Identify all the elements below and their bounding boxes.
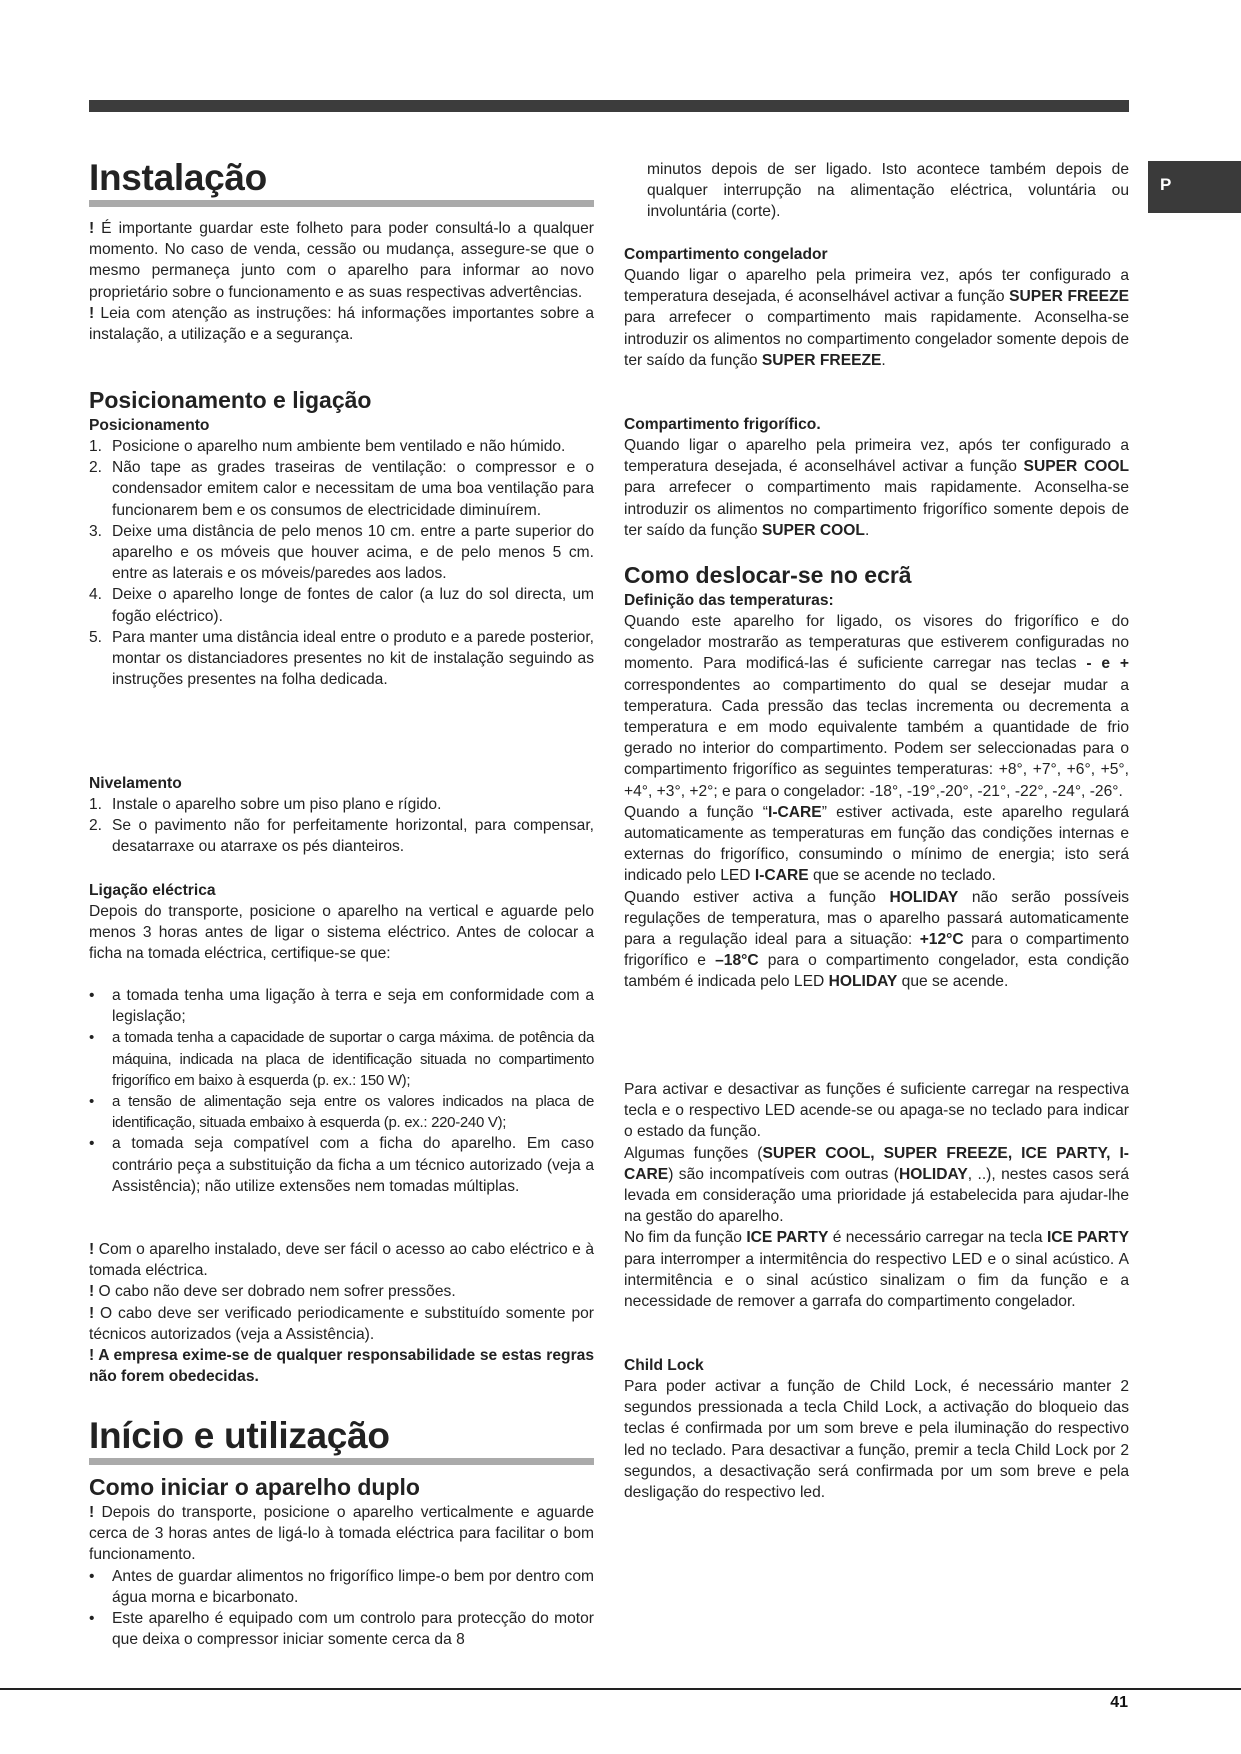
list-item: 2. Não tape as grades traseiras de ventilação: o compressor e o condensador emitem calor e necessitam de uma boa ventilação para funcionarem bem e os consumos de electricidade diminuírem.: [89, 459, 594, 519]
electrical-checklist: [89, 985, 594, 1197]
screen-paragraph: Algumas funções (SUPER COOL, SUPER FREEZE, ICE PARTY, I-CARE) são incompatíveis com outras (HOLIDAY, ..), nestes casos será levada em consideração uma prioridade já estabelecida para ajudar-lhe na gestão do aparelho.: [624, 1144, 1129, 1226]
section-heading: Posicionamento e ligação: [89, 387, 372, 413]
list-item: 1. Posicione o aparelho num ambiente bem ventilado e não húmido.: [89, 438, 566, 455]
installation-intro: [89, 218, 594, 345]
positioning-list: [89, 436, 594, 690]
electrical-section: [89, 880, 594, 965]
installation-title: Instalação: [89, 157, 267, 198]
subheading: Compartimento congelador: [624, 246, 828, 263]
cable-warnings: [89, 1239, 594, 1387]
list-item: • a tensão de alimentação seja entre os valores indicados na placa de identificação, situada embaixo à esquerda (p. ex.: 220-240 V);: [89, 1093, 594, 1132]
warning-paragraph: ! Com o aparelho instalado, deve ser fácil o acesso ao cabo eléctrico e à tomada eléctrica.: [89, 1241, 594, 1280]
subheading: Posicionamento: [89, 417, 210, 434]
footer-rule: [0, 1688, 1241, 1690]
intro-paragraph: ! É importante guardar este folheto para poder consultá-lo a qualquer momento. No caso de venda, cessão ou mudança, assegure-se que o mesmo permaneça junto com o aparelho para informar ao novo proprietário sobre o funcionamento e as suas respectivas advertências.: [89, 220, 594, 301]
intro-paragraph: ! Leia com atenção as instruções: há informações importantes sobre a instalação, a utilização e a segurança.: [89, 304, 594, 344]
start-section: [89, 1414, 594, 1465]
freezer-section: [624, 244, 1129, 371]
bullet-continuation: minutos depois de ser ligado. Isto acontece também depois de qualquer interrupção na alimentação eléctrica, voluntária ou involuntária (corte).: [647, 161, 1129, 221]
list-item: 2. Se o pavimento não for perfeitamente horizontal, para compensar, desatarraxe ou atarraxe os pés dianteiros.: [89, 817, 594, 856]
list-item: • Antes de guardar alimentos no frigorífico limpe-o bem por dentro com água morna e bicarbonato.: [89, 1567, 594, 1606]
subheading: Compartimento frigorífico.: [624, 416, 821, 433]
disclaimer: ! A empresa exime-se de qualquer responsabilidade se estas regras não forem obedecidas.: [89, 1347, 594, 1386]
subheading: Child Lock: [624, 1357, 704, 1374]
installation-section: [89, 156, 594, 207]
section-heading: Como iniciar o aparelho duplo: [89, 1474, 420, 1500]
list-item: • a tomada tenha a capacidade de suportar o carga máxima. de potência da máquina, indicada na placa de identificação situada no compartimento frigorífico em baixo à esquerda (p. ex.: 150 W);: [89, 1029, 594, 1089]
screen-paragraph: Quando estiver activa a função HOLIDAY não serão possíveis regulações de temperatura, mas o aparelho passará automaticamente para a regulação ideal para a situação: +12°C para o compartimento frigorífico e –18°C para o compartimento congelador, esta condição também é indicada pelo LED HOLIDAY que se acende.: [624, 888, 1130, 991]
screen-paragraph: Quando este aparelho for ligado, os visores do frigorífico e do congelador mostrarão as temperaturas que estiverem configuradas no momento. Para modificá-las é suficiente carregar nas teclas - e + correspondentes ao compartimento do qual se desejar mudar a temperatura. Cada pressão das teclas incrementa ou decrementa a temperatura e em modo equivalente também a quantidade de frio gerado no interior do compartimento. Podem ser seleccionadas para o compartimento frigorífico as seguintes temperaturas: +8°, +7°, +6°, +5°, +4°, +3°, +2°; e para o congelador: -18°, -19°,-20°, -21°, -22°, -24°, -26°.: [624, 613, 1129, 800]
header-rule: [89, 100, 1129, 112]
list-item: • Este aparelho é equipado com um controlo para protecção do motor que deixa o compressor iniciar somente cerca da 8: [89, 1610, 594, 1649]
start-duplo: [89, 1472, 594, 1650]
start-intro: ! Depois do transporte, posicione o aparelho verticalmente e aguarde cerca de 3 horas antes de ligá-lo à tomada eléctrica para facilitar o bom funcionamento.: [89, 1504, 594, 1564]
screen-paragraph: Para activar e desactivar as funções é suficiente carregar na respectiva tecla e o respectivo LED acende-se ou apaga-se no teclado para indicar o estado da função.: [624, 1081, 1129, 1141]
subheading: Ligação eléctrica: [89, 882, 216, 899]
start-title: Início e utilização: [89, 1415, 390, 1456]
list-item: 1. Instale o aparelho sobre um piso plano e rígido.: [89, 796, 442, 813]
freezer-paragraph: Quando ligar o aparelho pela primeira vez, após ter configurado a temperatura desejada, é aconselhável activar a função SUPER FREEZE para arrefecer o compartimento mais rapidamente. Aconselha-se introduzir os alimentos no compartimento congelador somente depois de ter saído da função SUPER FREEZE.: [624, 267, 1129, 369]
language-tab: P: [1148, 161, 1241, 213]
list-item: • a tomada tenha uma ligação à terra e seja em conformidade com a legislação;: [89, 987, 594, 1026]
screen-section: [624, 560, 1129, 993]
subheading: Definição das temperaturas:: [624, 592, 834, 609]
warning-paragraph: ! O cabo deve ser verificado periodicamente e substituído somente por técnicos autorizados (veja a Assistência).: [89, 1304, 594, 1343]
fridge-paragraph: Quando ligar o aparelho pela primeira vez, após ter configurado a temperatura desejada, é aconselhável activar a função SUPER COOL para arrefecer o compartimento mais rapidamente. Aconselha-se introduzir os alimentos no compartimento frigorífico somente depois de ter saído da função SUPER COOL.: [624, 437, 1129, 539]
list-item: 3. Deixe uma distância de pelo menos 10 cm. entre a parte superior do aparelho e os móveis que houver acima, e de pelo menos 5 cm. entre as laterais e os móveis/paredes aos lados.: [89, 522, 594, 583]
section-heading: Como deslocar-se no ecrã: [624, 562, 912, 588]
list-item: 4. Deixe o aparelho longe de fontes de calor (a luz do sol directa, um fogão eléctrico).: [89, 586, 594, 625]
childlock-paragraph: Para poder activar a função de Child Lock, é necessário manter 2 segundos pressionada a tecla Child Lock, a activação do bloqueio das teclas é confirmada por um som breve e pela iluminação do respectivo led no teclado. Para desactivar a função, premir a tecla Child Lock por 2 segundos, a desactivação será confirmada por um som breve e pela desligação do respectivo led.: [624, 1378, 1129, 1502]
subheading: Nivelamento: [89, 775, 182, 792]
page-number: 41: [1110, 1694, 1128, 1711]
screen-paragraph: Quando a função “I-CARE” estiver activada, este aparelho regulará automaticamente as temperaturas em função das condições internas e externas do frigorífico, consumindo o mínimo de energia; isto será indicado pelo LED I-CARE que se acende no teclado.: [624, 803, 1129, 885]
positioning-section: [89, 385, 594, 690]
screen-paragraph: No fim da função ICE PARTY é necessário carregar na tecla ICE PARTY para interromper a intermitência do respectivo LED e o sinal acústico. A intermitência e o sinal acústico sinalizam o fim da função e a necessidade de remover a garrafa do compartimento congelador.: [624, 1229, 1129, 1311]
warning-paragraph: ! O cabo não deve ser dobrado nem sofrer pressões.: [89, 1283, 456, 1301]
childlock-section: [624, 1355, 1129, 1503]
start-bullet-continued: [624, 159, 1129, 223]
title-underline: [89, 1458, 594, 1465]
electrical-intro: Depois do transporte, posicione o aparelho na vertical e aguarde pelo menos 3 horas antes de ligar o sistema eléctrico. Antes de colocar a ficha na tomada eléctrica, certifique-se que:: [89, 903, 594, 963]
list-item: 5. Para manter uma distância ideal entre o produto e a parede posterior, montar os distanciadores presentes no kit de instalação seguindo as instruções presentes na folha dedicada.: [89, 628, 594, 689]
fridge-section: [624, 414, 1129, 541]
functions-section: [624, 1079, 1129, 1312]
leveling-list: [89, 794, 594, 858]
title-underline: [89, 200, 594, 207]
list-item: • a tomada seja compatível com a ficha do aparelho. Em caso contrário peça a substituição da ficha a um técnico autorizado (veja a Assistência); não utilize extensões nem tomadas múltiplas.: [89, 1135, 594, 1195]
leveling-section: [89, 773, 594, 858]
